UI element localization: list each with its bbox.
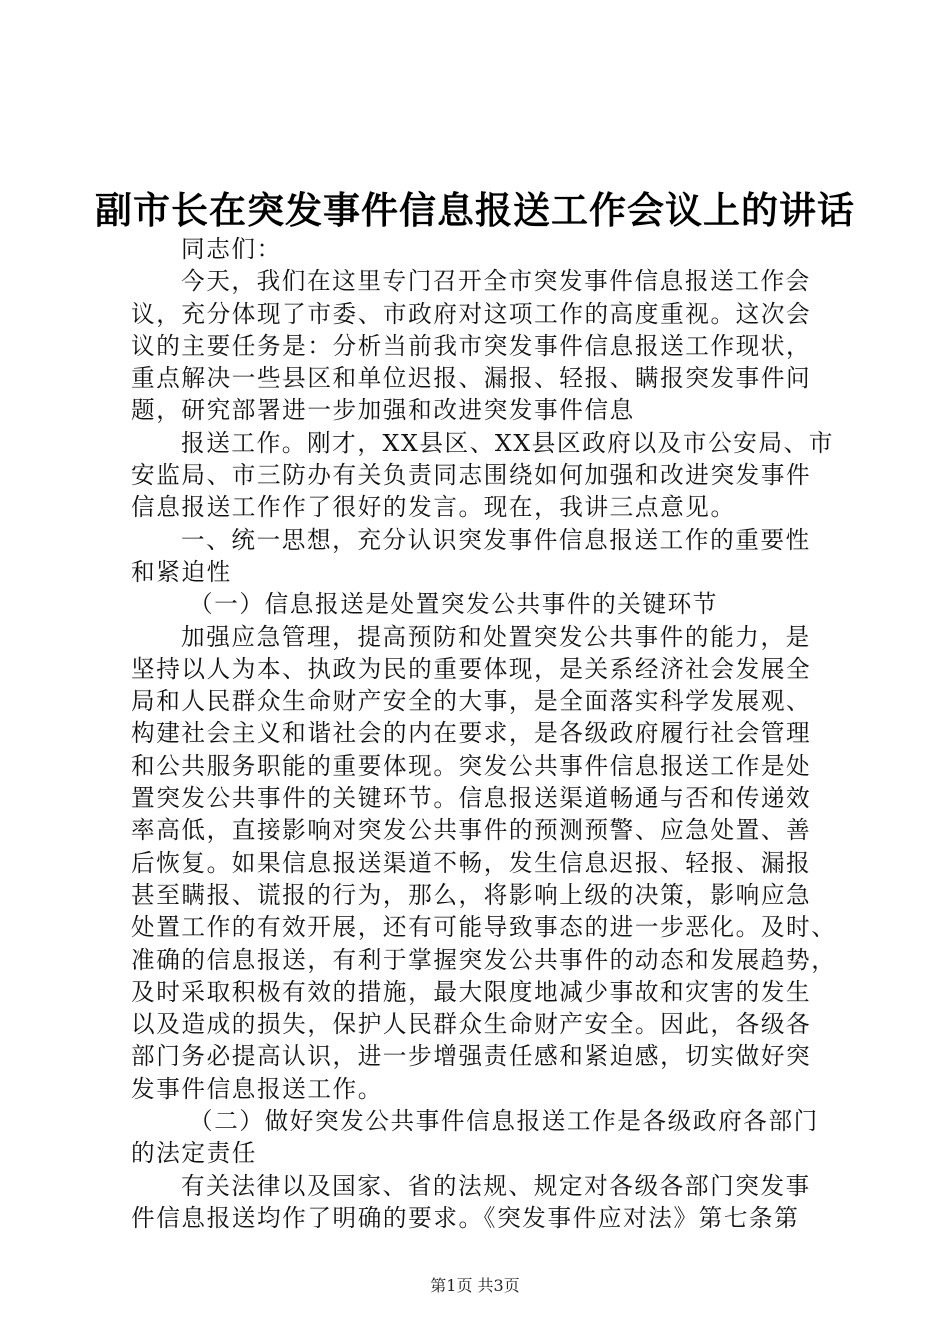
body-line: 部门务必提高认识，进一步增强责任感和紧迫感，切实做好突 bbox=[131, 1042, 812, 1071]
body-line: 率高低，直接影响对突发公共事件的预测预警、应急处置、善 bbox=[131, 816, 812, 845]
body-line: 加强应急管理，提高预防和处置突发公共事件的能力，是 bbox=[181, 622, 811, 651]
body-line: 议的主要任务是：分析当前我市突发事件信息报送工作现状， bbox=[131, 331, 812, 360]
document-body bbox=[131, 233, 837, 1234]
body-line: 今天，我们在这里专门召开全市突发事件信息报送工作会 bbox=[181, 267, 811, 296]
body-line: 题，研究部署进一步加强和改进突发事件信息 bbox=[131, 396, 635, 425]
document-title: 副市长在突发事件信息报送工作会议上的讲话 bbox=[95, 188, 855, 232]
body-line: 准确的信息报送，有利于掌握突发公共事件的动态和发展趋势， bbox=[131, 945, 837, 974]
body-line: 安监局、市三防办有关负责同志围绕如何加强和改进突发事件 bbox=[131, 461, 812, 490]
body-line: 坚持以人为本、执政为民的重要体现，是关系经济社会发展全 bbox=[131, 654, 812, 683]
body-line: 构建社会主义和谐社会的内在要求，是各级政府履行社会管理 bbox=[131, 719, 812, 748]
salutation-line: 同志们： bbox=[181, 235, 282, 263]
body-line: 信息报送工作作了很好的发言。现在，我讲三点意见。 bbox=[131, 493, 736, 522]
body-line: 重点解决一些县区和单位迟报、漏报、轻报、瞒报突发事件问 bbox=[131, 364, 812, 393]
page-number-footer: 第1页 共3页 bbox=[430, 1276, 520, 1295]
body-line: 置突发公共事件的关键环节。信息报送渠道畅通与否和传递效 bbox=[131, 784, 812, 813]
body-line: 有关法律以及国家、省的法规、规定对各级各部门突发事 bbox=[181, 1171, 811, 1200]
body-line: 报送工作。刚才，XX县区、XX县区政府以及市公安局、市 bbox=[181, 428, 835, 457]
section-heading-line: 和紧迫性 bbox=[131, 557, 232, 586]
subsection-heading-line: 的法定责任 bbox=[131, 1139, 257, 1168]
body-line: 处置工作的有效开展，还有可能导致事态的进一步恶化。及时、 bbox=[131, 913, 837, 942]
section-heading-line: 一、统一思想，充分认识突发事件信息报送工作的重要性 bbox=[181, 525, 811, 554]
body-line: 件信息报送均作了明确的要求。《突发事件应对法》第七条第 bbox=[131, 1203, 800, 1232]
body-line: 局和人民群众生命财产安全的大事，是全面落实科学发展观、 bbox=[131, 687, 812, 716]
body-line: 发事件信息报送工作。 bbox=[131, 1074, 383, 1103]
body-line: 甚至瞒报、谎报的行为，那么，将影响上级的决策，影响应急 bbox=[131, 880, 812, 909]
body-line: 后恢复。如果信息报送渠道不畅，发生信息迟报、轻报、漏报 bbox=[131, 848, 812, 877]
body-line: 及时采取积极有效的措施，最大限度地减少事故和灾害的发生 bbox=[131, 977, 812, 1006]
body-line: 和公共服务职能的重要体现。突发公共事件信息报送工作是处 bbox=[131, 751, 812, 780]
body-line: 议，充分体现了市委、市政府对这项工作的高度重视。这次会 bbox=[131, 299, 812, 328]
subsection-heading-line: （一）信息报送是处置突发公共事件的关键环节 bbox=[189, 590, 719, 619]
subsection-heading-line: （二）做好突发公共事件信息报送工作是各级政府各部门 bbox=[189, 1107, 819, 1136]
body-line: 以及造成的损失，保护人民群众生命财产安全。因此，各级各 bbox=[131, 1010, 812, 1039]
